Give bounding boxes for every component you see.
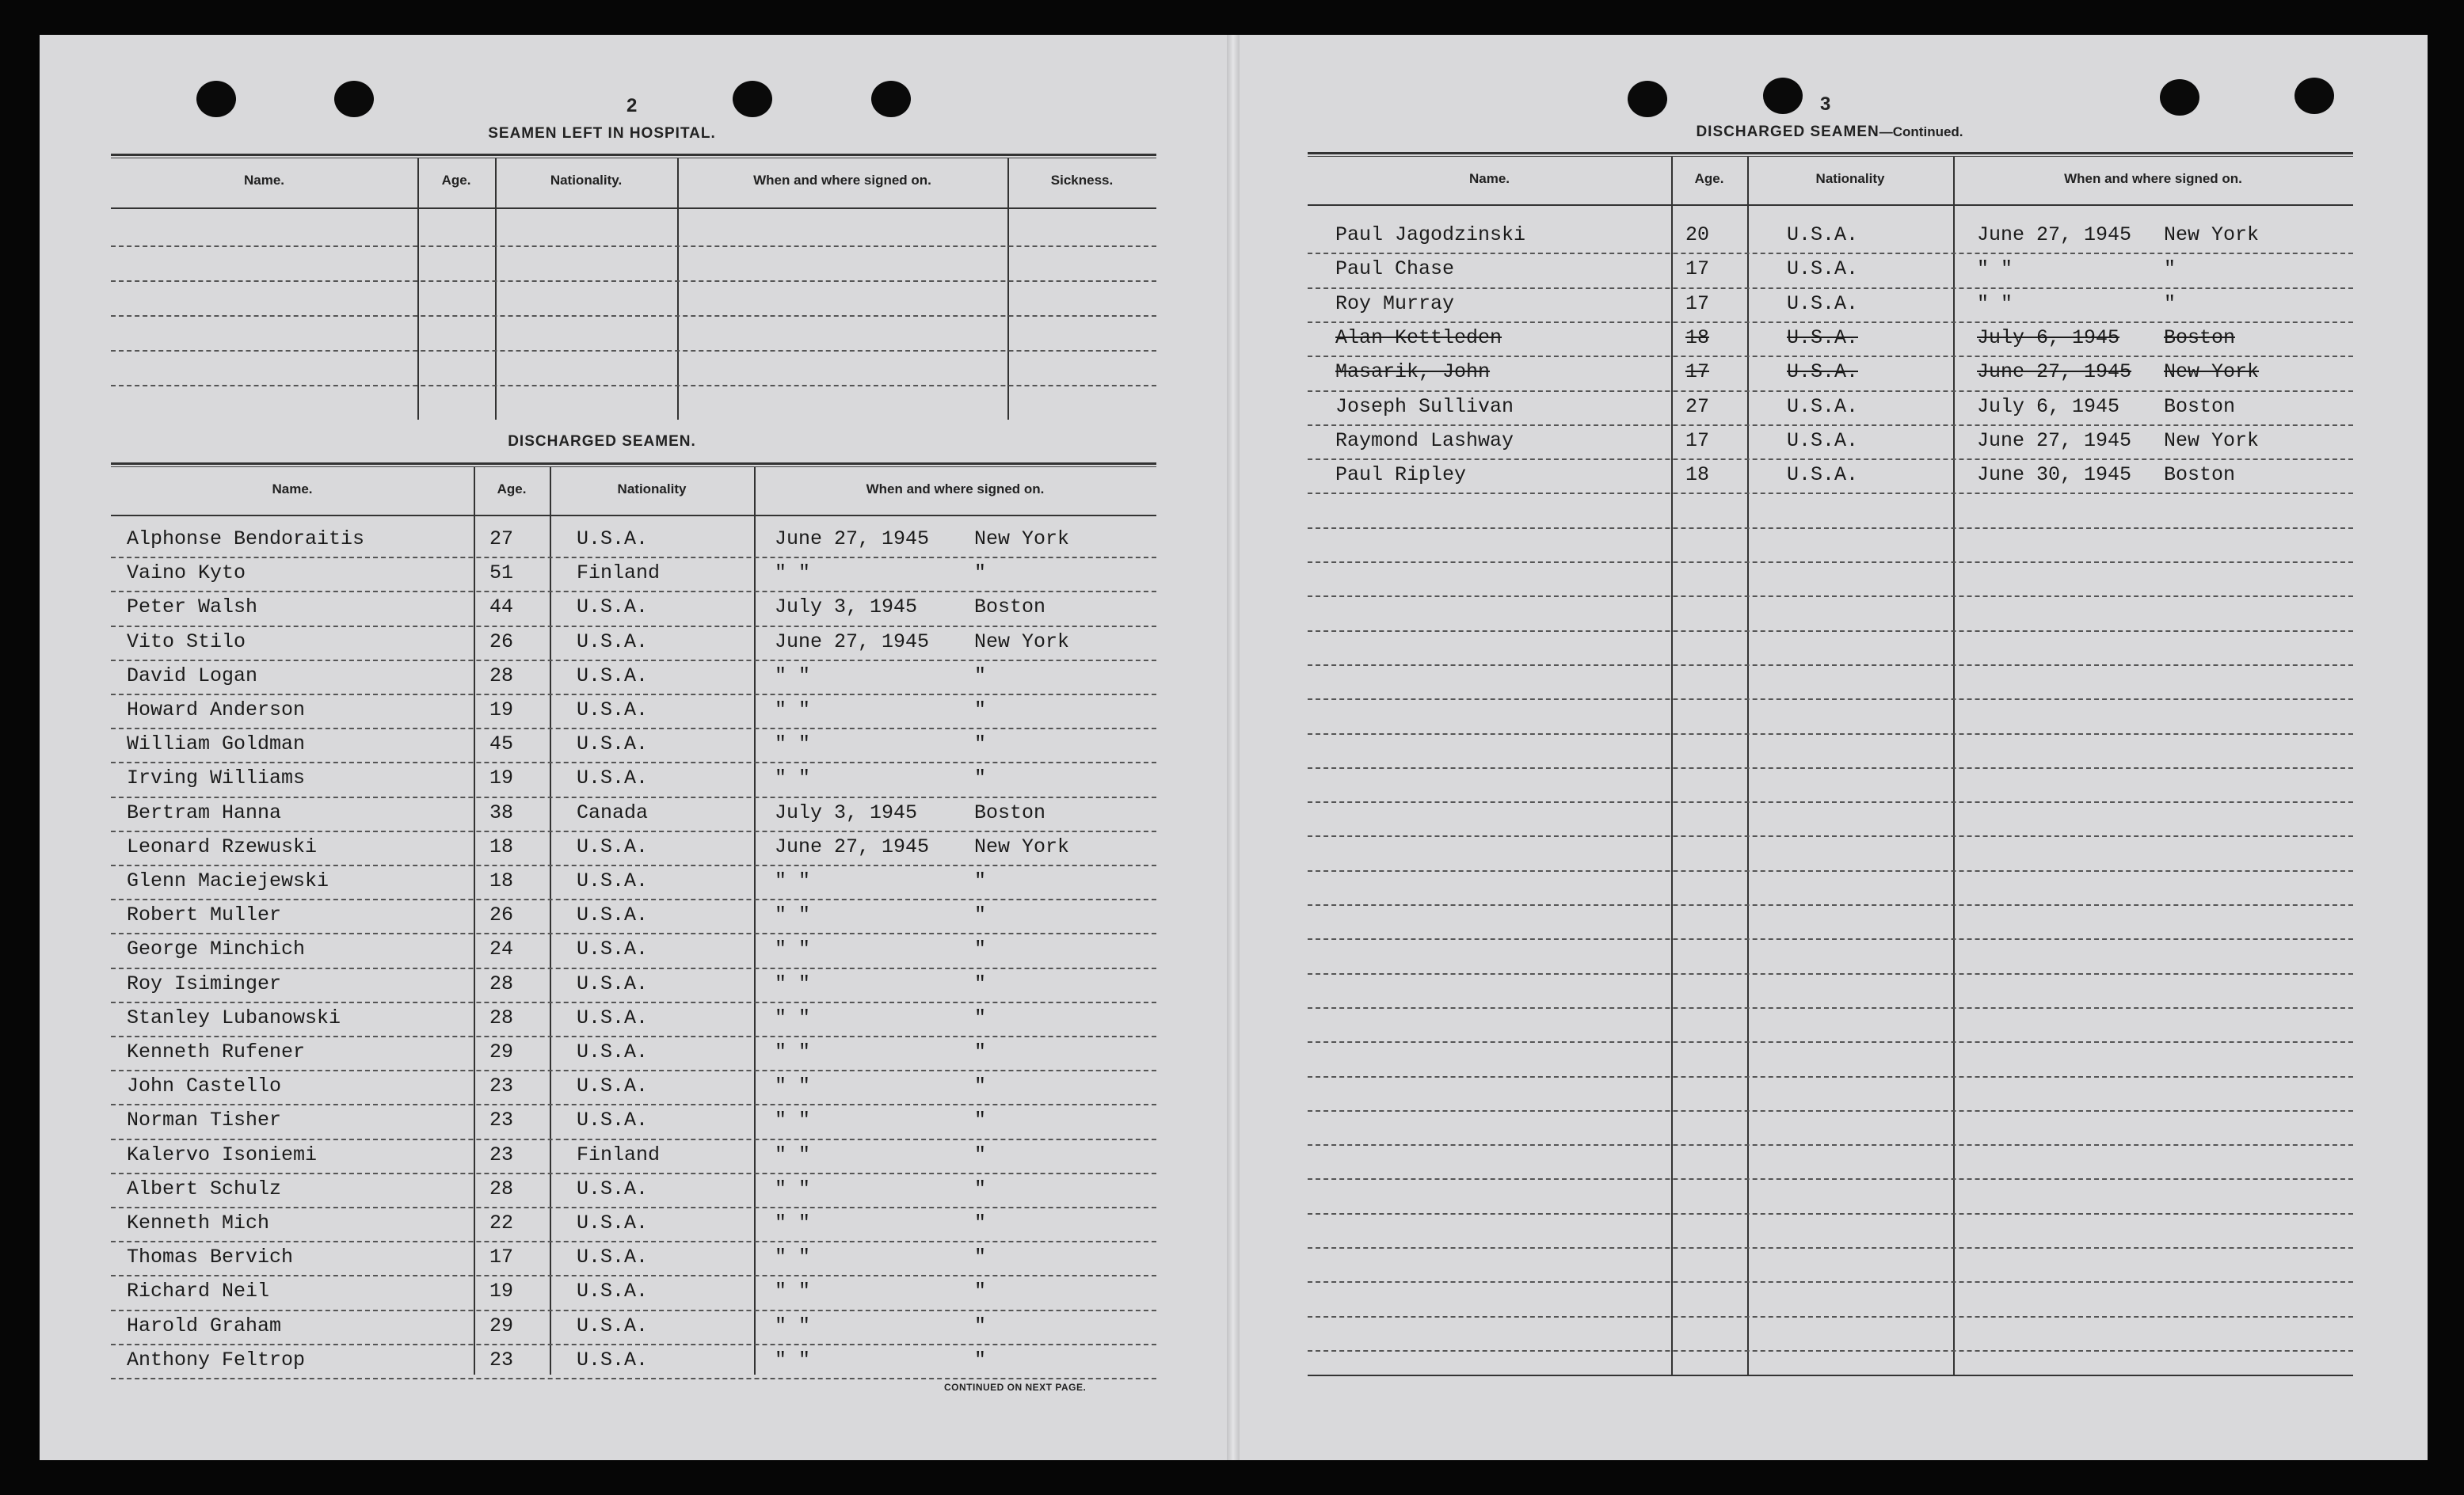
- signed-on-date: " ": [775, 1348, 811, 1371]
- seaman-name: Kalervo Isoniemi: [127, 1143, 318, 1166]
- column-header-sickness: Sickness.: [1050, 173, 1114, 188]
- signed-on-place: ": [2164, 291, 2176, 315]
- discharged-title: DISCHARGED SEAMEN.: [508, 433, 696, 450]
- column-divider: [417, 158, 419, 420]
- signed-on-date: " ": [775, 698, 811, 721]
- signed-on-place: New York: [974, 630, 1070, 653]
- row-rule: [111, 1104, 1156, 1105]
- seaman-age: 23: [489, 1143, 514, 1166]
- seaman-name: Vito Stilo: [127, 630, 246, 653]
- row-rule: [1308, 1110, 2353, 1112]
- seaman-age: 20: [1685, 223, 1710, 246]
- seaman-nationality: U.S.A.: [577, 1246, 649, 1269]
- row-rule: [111, 865, 1156, 866]
- seaman-age: 18: [489, 869, 514, 892]
- signed-on-date: " ": [775, 869, 811, 892]
- discharged-top-rule: [111, 462, 1156, 467]
- seaman-age: 18: [1685, 463, 1710, 487]
- seaman-age: 44: [489, 595, 514, 619]
- row-rule: [111, 280, 1156, 282]
- row-rule: [1308, 904, 2353, 906]
- seaman-name: Irving Williams: [127, 767, 306, 790]
- seaman-age: 28: [489, 972, 514, 995]
- seaman-age: 28: [489, 1177, 514, 1200]
- seaman-nationality: U.S.A.: [577, 732, 649, 756]
- signed-on-date: " ": [775, 938, 811, 961]
- row-rule: [1308, 1076, 2353, 1078]
- signed-on-date: " ": [775, 664, 811, 687]
- seaman-age: 38: [489, 801, 514, 824]
- seaman-name: Albert Schulz: [127, 1177, 282, 1200]
- seaman-name: Kenneth Rufener: [127, 1040, 306, 1063]
- seaman-nationality: U.S.A.: [577, 630, 649, 653]
- punch-hole: [2160, 79, 2199, 116]
- seaman-nationality: U.S.A.: [577, 527, 649, 550]
- row-rule: [1308, 424, 2353, 426]
- seaman-name: Raymond Lashway: [1335, 428, 1514, 452]
- row-rule: [111, 1241, 1156, 1242]
- row-rule: [1308, 1144, 2353, 1146]
- signed-on-date: " ": [775, 1143, 811, 1166]
- column-header-nationality: Nationality: [1815, 171, 1885, 186]
- row-rule: [111, 591, 1156, 592]
- row-rule: [1308, 561, 2353, 563]
- row-rule: [1308, 698, 2353, 700]
- seaman-age: 23: [489, 1109, 514, 1132]
- signed-on-date: June 27, 1945: [1977, 428, 2132, 452]
- header-rule: [1308, 204, 2353, 206]
- seaman-nationality: U.S.A.: [577, 1280, 649, 1303]
- signed-on-date: " ": [775, 1109, 811, 1132]
- signed-on-date: " ": [775, 1040, 811, 1063]
- row-rule: [111, 1002, 1156, 1003]
- signed-on-date: " ": [775, 732, 811, 756]
- seaman-nationality: U.S.A.: [1787, 463, 1859, 487]
- header-rule: [111, 207, 1156, 209]
- seaman-age: 27: [1685, 394, 1710, 418]
- row-rule: [1308, 733, 2353, 735]
- signed-on-place: ": [974, 1246, 987, 1269]
- seaman-name: Peter Walsh: [127, 595, 258, 619]
- row-rule: [111, 1344, 1156, 1345]
- seaman-nationality: U.S.A.: [1787, 360, 1859, 384]
- seaman-name: George Minchich: [127, 938, 306, 961]
- signed-on-place: ": [2164, 257, 2176, 281]
- signed-on-place: New York: [974, 527, 1070, 550]
- column-divider: [550, 467, 551, 1375]
- discharged-continued-title-main: DISCHARGED SEAMEN: [1696, 124, 1879, 140]
- seaman-nationality: U.S.A.: [577, 1075, 649, 1098]
- bottom-rule: [1308, 1375, 2353, 1376]
- signed-on-place: ": [974, 561, 987, 585]
- seaman-age: 28: [489, 1006, 514, 1029]
- seaman-name: Howard Anderson: [127, 698, 306, 721]
- punch-hole: [733, 81, 772, 117]
- row-rule: [111, 1310, 1156, 1311]
- row-rule: [111, 1139, 1156, 1140]
- signed-on-place: ": [974, 1177, 987, 1200]
- signed-on-date: " ": [775, 1075, 811, 1098]
- row-rule: [1308, 1350, 2353, 1352]
- signed-on-date: " ": [775, 1246, 811, 1269]
- seaman-age: 29: [489, 1040, 514, 1063]
- seaman-name: Roy Murray: [1335, 291, 1455, 315]
- seaman-name: Paul Chase: [1335, 257, 1455, 281]
- seaman-age: 17: [1685, 291, 1710, 315]
- seaman-age: 26: [489, 630, 514, 653]
- signed-on-place: ": [974, 1075, 987, 1098]
- row-rule: [111, 762, 1156, 763]
- signed-on-date: " ": [1977, 291, 2013, 315]
- signed-on-place: ": [974, 1143, 987, 1166]
- punch-hole: [2295, 78, 2334, 114]
- row-rule: [111, 385, 1156, 386]
- seaman-name: Alphonse Bendoraitis: [127, 527, 365, 550]
- seaman-nationality: U.S.A.: [577, 903, 649, 927]
- seaman-name: Paul Ripley: [1335, 463, 1467, 487]
- row-rule: [1308, 938, 2353, 940]
- signed-on-date: June 27, 1945: [1977, 223, 2132, 246]
- signed-on-place: New York: [974, 835, 1070, 858]
- signed-on-place: ": [974, 869, 987, 892]
- row-rule: [111, 968, 1156, 969]
- seaman-age: 45: [489, 732, 514, 756]
- seaman-nationality: U.S.A.: [1787, 428, 1859, 452]
- signed-on-place: New York: [2164, 428, 2260, 452]
- signed-on-date: " ": [775, 767, 811, 790]
- signed-on-place: ": [974, 767, 987, 790]
- seaman-name: Bertram Hanna: [127, 801, 282, 824]
- row-rule: [1308, 287, 2353, 289]
- signed-on-place: Boston: [974, 801, 1046, 824]
- row-rule: [111, 245, 1156, 247]
- signed-on-date: July 3, 1945: [775, 595, 918, 619]
- signed-on-place: ": [974, 1109, 987, 1132]
- seaman-age: 17: [489, 1246, 514, 1269]
- signed-on-date: " ": [775, 1006, 811, 1029]
- signed-on-place: Boston: [2164, 463, 2236, 487]
- column-divider: [754, 467, 756, 1375]
- row-rule: [111, 831, 1156, 832]
- seaman-age: 24: [489, 938, 514, 961]
- column-divider: [474, 467, 475, 1375]
- seaman-name: Harold Graham: [127, 1314, 282, 1337]
- row-rule: [111, 728, 1156, 729]
- column-header-name: Name.: [243, 173, 285, 188]
- row-rule: [1308, 1007, 2353, 1009]
- seaman-name: Thomas Bervich: [127, 1246, 294, 1269]
- discharged-continued-title-suffix: —Continued.: [1879, 124, 1963, 139]
- seaman-age: 23: [489, 1348, 514, 1371]
- seaman-age: 51: [489, 561, 514, 585]
- row-rule: [1308, 1281, 2353, 1283]
- column-header-name: Name.: [1468, 171, 1510, 186]
- discharged-continued-title: [1647, 124, 2012, 141]
- seaman-name: Paul Jagodzinski: [1335, 223, 1526, 246]
- seaman-name: Stanley Lubanowski: [127, 1006, 341, 1029]
- seaman-nationality: Finland: [577, 561, 661, 585]
- signed-on-date: June 27, 1945: [775, 527, 930, 550]
- seaman-nationality: U.S.A.: [1787, 257, 1859, 281]
- seaman-name: Anthony Feltrop: [127, 1348, 306, 1371]
- seaman-nationality: U.S.A.: [577, 1177, 649, 1200]
- seaman-nationality: Canada: [577, 801, 649, 824]
- row-rule: [111, 1378, 1156, 1379]
- column-header-age: Age.: [497, 481, 527, 496]
- column-divider: [1747, 157, 1749, 1375]
- signed-on-place: ": [974, 1212, 987, 1234]
- header-rule: [111, 515, 1156, 516]
- signed-on-date: June 27, 1945: [775, 835, 930, 858]
- row-rule: [1308, 321, 2353, 323]
- punch-hole: [334, 81, 374, 117]
- column-divider: [495, 158, 497, 420]
- row-rule: [1308, 458, 2353, 460]
- row-rule: [111, 1173, 1156, 1174]
- seaman-age: 19: [489, 767, 514, 790]
- seaman-nationality: U.S.A.: [577, 938, 649, 961]
- seaman-nationality: U.S.A.: [577, 972, 649, 995]
- seaman-nationality: U.S.A.: [577, 1348, 649, 1371]
- column-divider: [1007, 158, 1009, 420]
- row-rule: [1308, 973, 2353, 975]
- row-rule: [1308, 1041, 2353, 1043]
- row-rule: [1308, 630, 2353, 632]
- seaman-nationality: U.S.A.: [577, 1212, 649, 1234]
- seaman-name: Joseph Sullivan: [1335, 394, 1514, 418]
- column-header-nationality: Nationality: [617, 481, 687, 496]
- seaman-age: 23: [489, 1075, 514, 1098]
- signed-on-date: " ": [1977, 257, 2013, 281]
- signed-on-place: Boston: [974, 595, 1046, 619]
- seaman-nationality: U.S.A.: [577, 698, 649, 721]
- row-rule: [1308, 1316, 2353, 1318]
- row-rule: [1308, 493, 2353, 494]
- seaman-nationality: U.S.A.: [1787, 325, 1859, 349]
- seaman-age: 17: [1685, 428, 1710, 452]
- continued-note: CONTINUED ON NEXT PAGE.: [944, 1382, 1087, 1393]
- seaman-name: Glenn Maciejewski: [127, 869, 329, 892]
- row-rule: [111, 797, 1156, 798]
- seaman-age: 28: [489, 664, 514, 687]
- signed-on-date: " ": [775, 903, 811, 927]
- column-header-age: Age.: [441, 173, 471, 188]
- signed-on-place: ": [974, 698, 987, 721]
- signed-on-date: " ": [775, 1280, 811, 1303]
- row-rule: [111, 557, 1156, 558]
- signed-on-date: July 6, 1945: [1977, 394, 2120, 418]
- column-header-name: Name.: [272, 481, 313, 496]
- row-rule: [1308, 1247, 2353, 1249]
- seaman-name: Vaino Kyto: [127, 561, 246, 585]
- row-rule: [1308, 835, 2353, 837]
- signed-on-date: " ": [775, 561, 811, 585]
- row-rule: [1308, 767, 2353, 769]
- row-rule: [111, 1207, 1156, 1208]
- seaman-nationality: U.S.A.: [577, 1314, 649, 1337]
- row-rule: [1308, 1178, 2353, 1180]
- column-divider: [1671, 157, 1673, 1375]
- seaman-nationality: Finland: [577, 1143, 661, 1166]
- row-rule: [1308, 527, 2353, 529]
- signed-on-place: ": [974, 938, 987, 961]
- row-rule: [1308, 1213, 2353, 1215]
- seaman-name: Alan Kettleden: [1335, 325, 1502, 349]
- row-rule: [111, 899, 1156, 900]
- seaman-name: Kenneth Mich: [127, 1212, 270, 1234]
- hospital-top-rule: [111, 154, 1156, 158]
- row-rule: [1308, 870, 2353, 872]
- column-header-signed-on: When and where signed on.: [753, 173, 931, 188]
- seaman-nationality: U.S.A.: [577, 1040, 649, 1063]
- seaman-nationality: U.S.A.: [577, 664, 649, 687]
- column-header-age: Age.: [1694, 171, 1724, 186]
- column-divider: [677, 158, 679, 420]
- seaman-nationality: U.S.A.: [1787, 223, 1859, 246]
- column-header-signed-on: When and where signed on.: [866, 481, 1045, 496]
- seaman-name: John Castello: [127, 1075, 282, 1098]
- row-rule: [111, 1275, 1156, 1276]
- seaman-age: 18: [489, 835, 514, 858]
- row-rule: [1308, 390, 2353, 392]
- punch-hole: [196, 81, 236, 117]
- signed-on-date: July 6, 1945: [1977, 325, 2120, 349]
- row-rule: [111, 694, 1156, 695]
- seaman-age: 29: [489, 1314, 514, 1337]
- signed-on-place: ": [974, 972, 987, 995]
- signed-on-place: ": [974, 732, 987, 756]
- seaman-name: Leonard Rzewuski: [127, 835, 318, 858]
- signed-on-place: Boston: [2164, 394, 2236, 418]
- seaman-nationality: U.S.A.: [1787, 394, 1859, 418]
- row-rule: [111, 350, 1156, 352]
- row-rule: [1308, 253, 2353, 254]
- signed-on-place: ": [974, 1280, 987, 1303]
- seaman-name: Roy Isiminger: [127, 972, 282, 995]
- punch-hole: [871, 81, 911, 117]
- signed-on-date: June 27, 1945: [775, 630, 930, 653]
- seaman-name: Masarik, John: [1335, 360, 1491, 384]
- signed-on-date: " ": [775, 1314, 811, 1337]
- row-rule: [111, 315, 1156, 317]
- signed-on-place: ": [974, 1040, 987, 1063]
- seaman-name: Norman Tisher: [127, 1109, 282, 1132]
- column-header-nationality: Nationality.: [550, 173, 623, 188]
- seaman-name: Robert Muller: [127, 903, 282, 927]
- seaman-nationality: U.S.A.: [577, 835, 649, 858]
- signed-on-date: June 30, 1945: [1977, 463, 2132, 487]
- seaman-age: 19: [489, 1280, 514, 1303]
- row-rule: [1308, 664, 2353, 666]
- right-page: [1236, 35, 2428, 1460]
- punch-hole: [1628, 81, 1667, 117]
- seaman-age: 22: [489, 1212, 514, 1234]
- row-rule: [1308, 356, 2353, 357]
- page-fold: [1227, 35, 1240, 1460]
- column-divider: [1953, 157, 1955, 1375]
- seaman-name: William Goldman: [127, 732, 306, 756]
- seaman-nationality: U.S.A.: [577, 1109, 649, 1132]
- seaman-nationality: U.S.A.: [577, 1006, 649, 1029]
- right-top-rule: [1308, 152, 2353, 157]
- seaman-age: 26: [489, 903, 514, 927]
- signed-on-place: ": [974, 1006, 987, 1029]
- row-rule: [1308, 595, 2353, 597]
- row-rule: [111, 660, 1156, 661]
- seaman-age: 18: [1685, 325, 1710, 349]
- signed-on-place: Boston: [2164, 325, 2236, 349]
- signed-on-place: ": [974, 1348, 987, 1371]
- seaman-name: Richard Neil: [127, 1280, 270, 1303]
- seaman-nationality: U.S.A.: [577, 869, 649, 892]
- column-header-signed-on: When and where signed on.: [2064, 171, 2242, 186]
- signed-on-date: June 27, 1945: [1977, 360, 2132, 384]
- signed-on-place: ": [974, 903, 987, 927]
- signed-on-date: " ": [775, 1177, 811, 1200]
- signed-on-date: " ": [775, 972, 811, 995]
- seaman-age: 27: [489, 527, 514, 550]
- hospital-title: SEAMEN LEFT IN HOSPITAL.: [488, 125, 716, 142]
- seaman-nationality: U.S.A.: [577, 595, 649, 619]
- seaman-age: 19: [489, 698, 514, 721]
- seaman-nationality: U.S.A.: [1787, 291, 1859, 315]
- seaman-age: 17: [1685, 257, 1710, 281]
- signed-on-date: " ": [775, 1212, 811, 1234]
- seaman-nationality: U.S.A.: [577, 767, 649, 790]
- signed-on-date: July 3, 1945: [775, 801, 918, 824]
- seaman-name: David Logan: [127, 664, 258, 687]
- row-rule: [111, 933, 1156, 934]
- signed-on-place: New York: [2164, 360, 2260, 384]
- page-number: 3: [1820, 93, 1831, 115]
- signed-on-place: ": [974, 1314, 987, 1337]
- row-rule: [1308, 801, 2353, 803]
- row-rule: [111, 1036, 1156, 1037]
- row-rule: [111, 1070, 1156, 1071]
- row-rule: [111, 626, 1156, 627]
- signed-on-place: ": [974, 664, 987, 687]
- punch-hole: [1763, 78, 1803, 114]
- seaman-age: 17: [1685, 360, 1710, 384]
- page-number: 2: [626, 95, 638, 116]
- signed-on-place: New York: [2164, 223, 2260, 246]
